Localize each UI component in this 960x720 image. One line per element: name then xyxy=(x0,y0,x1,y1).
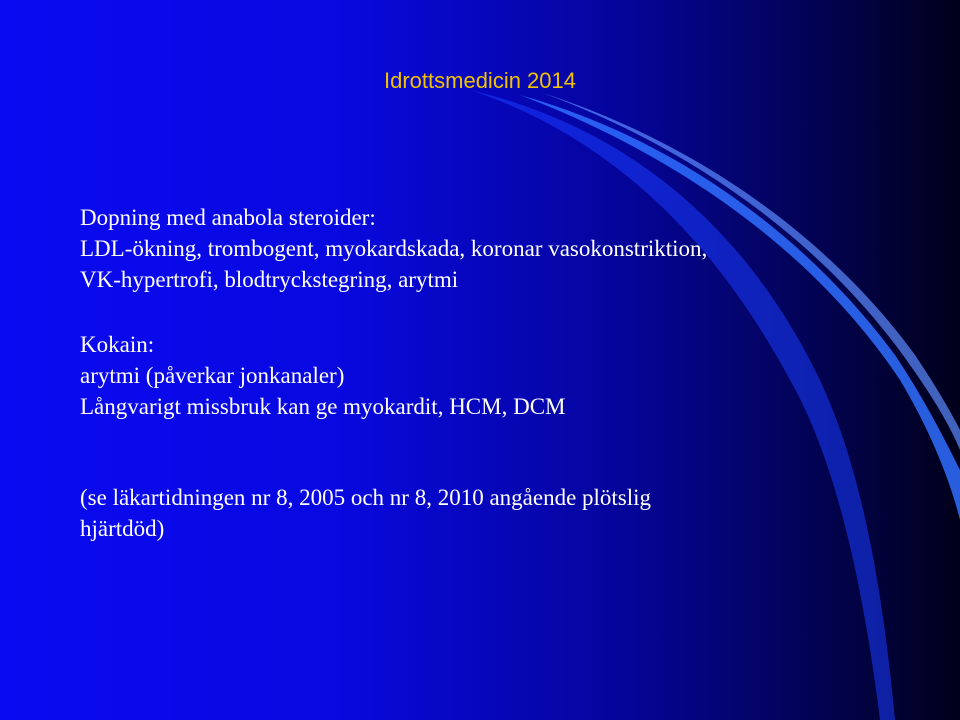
doping-heading: Dopning med anabola steroider: xyxy=(80,205,376,230)
doping-line-2: VK-hypertrofi, blodtryckstegring, arytmi xyxy=(80,267,459,292)
doping-line-1: LDL-ökning, trombogent, myokardskada, koronar vasokonstriktion, xyxy=(80,236,708,261)
reference-line-1: (se läkartidningen nr 8, 2005 och nr 8, 2010 angående plötslig xyxy=(80,485,652,510)
slide-title: Idrottsmedicin 2014 xyxy=(384,68,576,93)
reference-line-2: hjärtdöd) xyxy=(80,516,165,541)
reference-section xyxy=(80,482,900,544)
slide-body xyxy=(80,202,900,544)
cocaine-line-2: Långvarigt missbruk kan ge myokardit, HCM, DCM xyxy=(80,394,566,419)
cocaine-line-1: arytmi (påverkar jonkanaler) xyxy=(80,363,345,388)
cocaine-section xyxy=(80,329,900,422)
doping-section xyxy=(80,202,900,295)
cocaine-heading: Kokain: xyxy=(80,332,155,357)
